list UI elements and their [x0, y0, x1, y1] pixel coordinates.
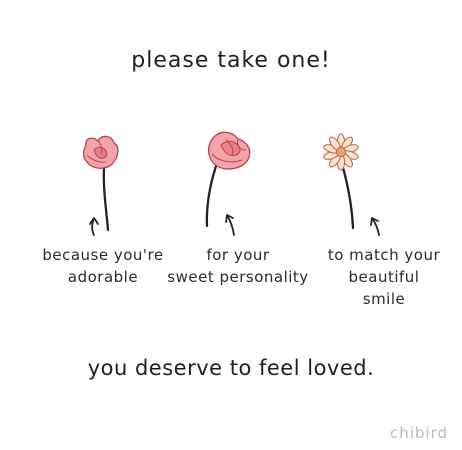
- caption-line: beautiful: [348, 268, 420, 286]
- up-arrow-icon: [90, 218, 98, 235]
- caption-line: sweet personality: [167, 268, 309, 286]
- flower-caption-smile: [314, 244, 454, 310]
- rosebud-stem: [104, 168, 108, 230]
- closing-message: you deserve to feel loved.: [87, 356, 375, 380]
- page-title: please take one!: [131, 48, 331, 73]
- artist-signature: chibird: [389, 424, 448, 442]
- flower-caption-personality: [153, 244, 323, 288]
- rose-flower[interactable]: [207, 132, 250, 226]
- caption-line: to match your: [327, 246, 441, 264]
- up-arrow-icon: [371, 218, 379, 235]
- daisy-flower[interactable]: [323, 134, 359, 228]
- caption-line: adorable: [67, 268, 139, 286]
- daisy-center: [336, 147, 345, 156]
- caption-line: for your: [206, 246, 270, 264]
- caption-line: smile: [362, 290, 406, 308]
- up-arrow-icon: [226, 215, 234, 235]
- daisy-stem: [342, 164, 353, 228]
- caption-line: because you're: [42, 246, 164, 264]
- rose-stem: [207, 166, 216, 226]
- rosebud-flower[interactable]: [84, 136, 118, 230]
